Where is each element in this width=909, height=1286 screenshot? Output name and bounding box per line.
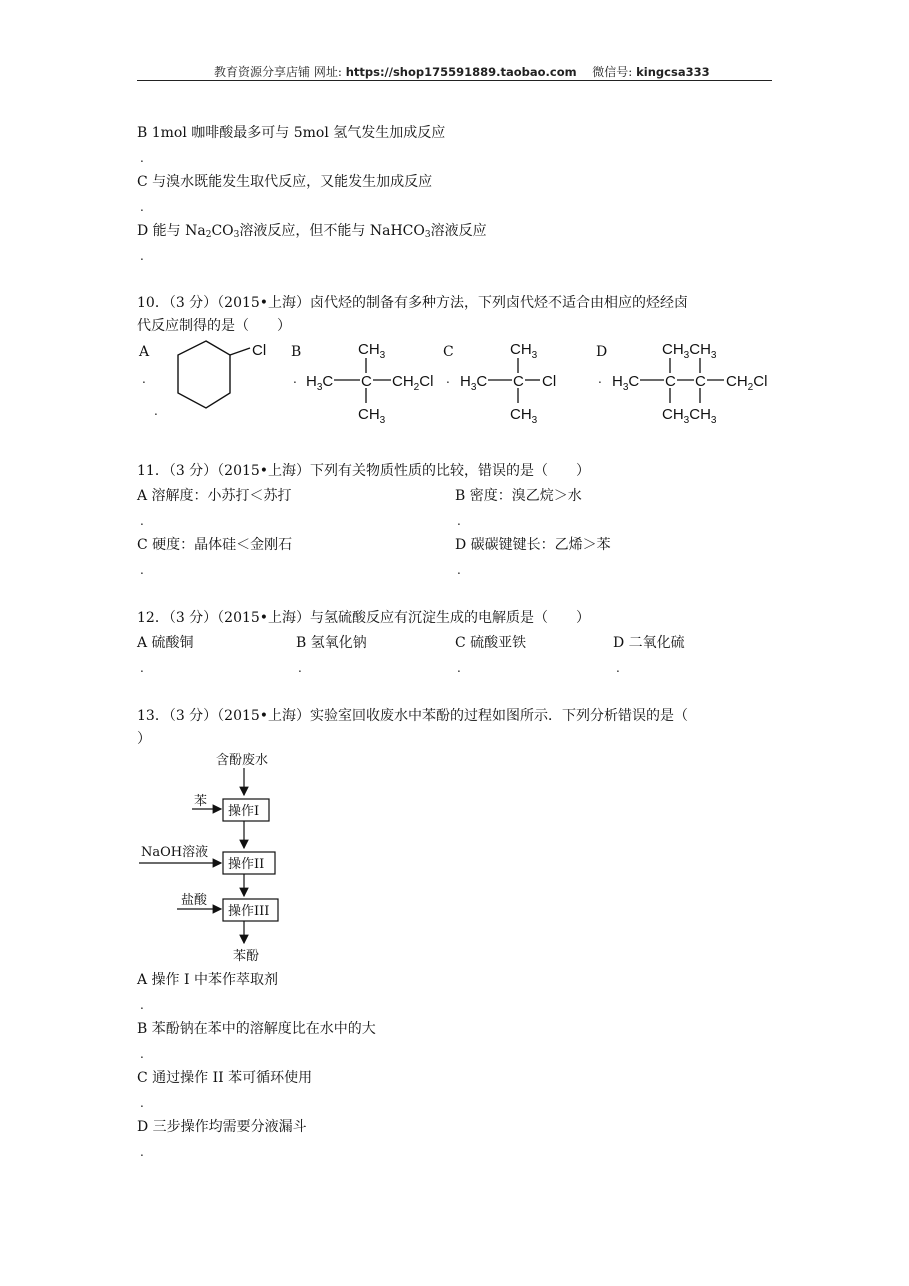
q10-stem-line2: 代反应制得的是（ ） [137, 318, 291, 334]
bond [230, 348, 250, 355]
q11-dot-c: . [140, 563, 144, 577]
header-wechat-id: kingcsa333 [636, 65, 710, 79]
header-url[interactable]: https://shop175591889.taobao.com [345, 65, 577, 79]
q10-structure-d [610, 336, 780, 426]
q12-stem: 12．（3 分）（2015•上海）与氢硫酸反应有沉淀生成的电解质是（ ） [137, 610, 591, 626]
q10-label-c: C [443, 344, 454, 360]
q9-d-part: 溶液反应，但不能与 NaHCO [239, 223, 425, 239]
q11-stem: 11．（3 分）（2015•上海）下列有关物质性质的比较，错误的是（ ） [137, 463, 591, 479]
flow-reagent3-label: 盐酸 [181, 893, 208, 908]
page-header [214, 65, 710, 79]
chem-ch3-bottom: $CH_3$ [358, 406, 386, 426]
q11-option-c: C 硬度：晶体硅＜金刚石 [137, 537, 293, 553]
chem-center-c: C [513, 373, 524, 390]
chem-h3c: $H_3C$ [460, 373, 488, 393]
q10-label-a: A [139, 344, 150, 360]
q9-option-b: B 1mol 咖啡酸最多可与 5mol 氢气发生加成反应 [137, 125, 446, 141]
q10-dot-d: . [598, 372, 602, 386]
chem-h3c: $H_3C$ [306, 373, 334, 393]
q12-dot-a: . [140, 661, 144, 675]
q13-stem-line1: 13．（3 分）（2015•上海）实验室回收废水中苯酚的过程如图所示．下列分析错误的是（ [137, 708, 689, 724]
flow-reagent1-label: 苯 [194, 794, 208, 809]
chem-cl: Cl [542, 373, 557, 390]
chem-c1: C [665, 373, 676, 390]
q10-dot-c: . [446, 372, 450, 386]
q12-option-a: A 硫酸铜 [137, 635, 194, 651]
q13-option-c: C 通过操作 II 苯可循环使用 [137, 1070, 313, 1086]
q10-stem-line1: 10．（3 分）（2015•上海）卤代烃的制备有多种方法，下列卤代烃不适合由相应的烃经卤 [137, 295, 689, 311]
flow-step2-label: 操作II [228, 857, 265, 872]
q9-option-c-dot: . [140, 200, 144, 214]
q13-dot-c: . [140, 1096, 144, 1110]
q10-structure-a [160, 336, 280, 416]
q11-option-d: D 碳碳键键长：乙烯＞苯 [455, 537, 611, 553]
q13-dot-d: . [140, 1145, 144, 1159]
chem-c2: C [695, 373, 706, 390]
q9-option-c: C 与溴水既能发生取代反应，又能发生加成反应 [137, 174, 433, 190]
q9-d-sub: 3 [233, 230, 240, 240]
flow-step3-label: 操作III [228, 904, 270, 919]
q9-d-sub: 2 [205, 230, 212, 240]
q12-dot-b: . [298, 661, 302, 675]
chem-cl: Cl [252, 342, 267, 359]
q12-option-d: D 二氧化硫 [613, 635, 685, 651]
flow-reagent2-label: NaOH溶液 [141, 845, 209, 860]
chem-ch3ch3-bottom: $CH_3CH_3$ [662, 406, 717, 426]
q11-dot-b: . [457, 514, 461, 528]
q10-label-d: D [596, 344, 608, 360]
q10-dot-a: . [142, 372, 146, 386]
chem-ch3-bottom: $CH_3$ [510, 406, 538, 426]
q12-option-b: B 氢氧化钠 [296, 635, 367, 651]
q12-dot-d: . [616, 661, 620, 675]
cyclohexane-ring [178, 341, 230, 408]
chem-ch3-top: $CH_3$ [358, 341, 386, 361]
q11-dot-d: . [457, 563, 461, 577]
q10-dot-a2: . [154, 404, 158, 418]
chem-ch3ch3-top: $CH_3CH_3$ [662, 341, 717, 361]
q9-d-sub: 3 [424, 230, 431, 240]
q13-stem-line2: ） [137, 731, 151, 747]
header-rule [137, 80, 772, 81]
q13-option-b: B 苯酚钠在苯中的溶解度比在水中的大 [137, 1021, 376, 1037]
q9-d-part: CO [211, 223, 234, 239]
q11-dot-a: . [140, 514, 144, 528]
flow-input-label: 含酚废水 [216, 753, 269, 768]
q10-label-b: B [291, 344, 302, 360]
chem-ch3-top: $CH_3$ [510, 341, 538, 361]
header-wechat-label: 微信号: [592, 65, 633, 79]
q10-structure-c [458, 336, 568, 426]
q13-flowchart [137, 748, 297, 964]
q9-d-part: D 能与 Na [137, 223, 206, 239]
chem-ch2cl: $CH_2Cl$ [392, 373, 434, 393]
chem-center-c: C [361, 373, 372, 390]
q11-option-b: B 密度：溴乙烷＞水 [455, 488, 582, 504]
q12-dot-c: . [457, 661, 461, 675]
q9-option-d-dot: . [140, 249, 144, 263]
q11-option-a: A 溶解度：小苏打＜苏打 [137, 488, 292, 504]
q13-option-d: D 三步操作均需要分液漏斗 [137, 1119, 307, 1135]
q9-option-b-dot: . [140, 151, 144, 165]
q9-option-d [137, 222, 487, 240]
flow-step1-label: 操作I [228, 804, 260, 819]
chem-h3c: $H_3C$ [612, 373, 640, 393]
q10-dot-b: . [293, 372, 297, 386]
q9-d-part: 溶液反应 [430, 223, 487, 239]
q10-structure-b [304, 336, 444, 426]
header-shop: 教育资源分享店铺 网址: [214, 65, 342, 79]
q13-option-a: A 操作 I 中苯作萃取剂 [137, 972, 278, 988]
q13-dot-a: . [140, 998, 144, 1012]
flow-output-label: 苯酚 [233, 949, 260, 964]
q12-option-c: C 硫酸亚铁 [455, 635, 527, 651]
q13-dot-b: . [140, 1047, 144, 1061]
chem-ch2cl: $CH_2Cl$ [726, 373, 768, 393]
